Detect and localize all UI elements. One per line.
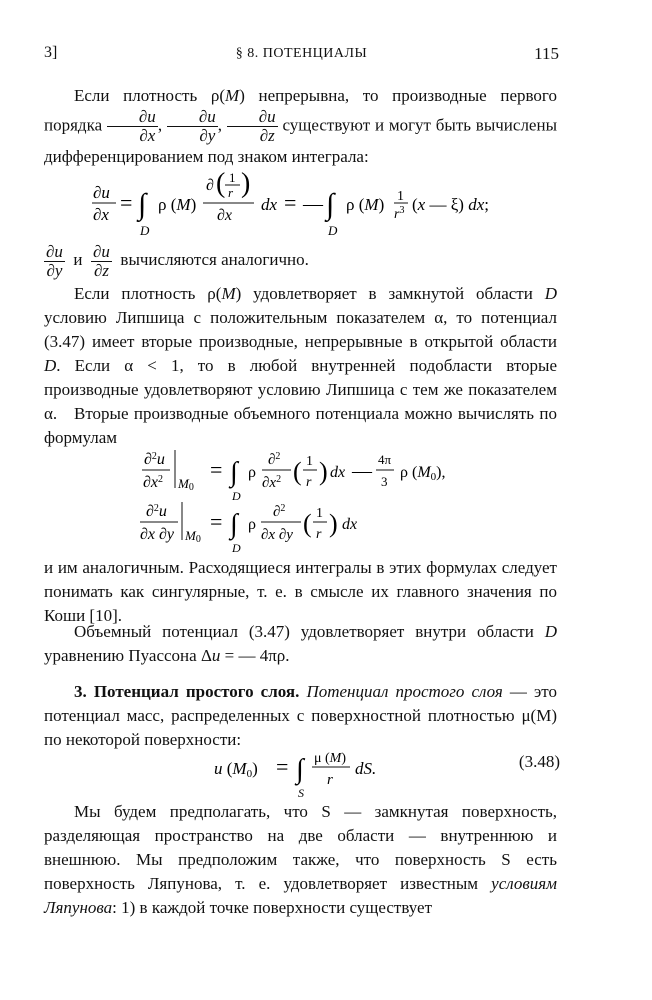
svg-text:1: 1 xyxy=(397,189,404,204)
svg-text:D: D xyxy=(232,541,241,554)
section-number: 3] xyxy=(44,44,58,61)
svg-text:∂x2: $\partial x^2$ xyxy=(143,474,164,491)
svg-text:ρ (M): ρ (M) xyxy=(346,195,385,214)
paragraph-4: Вторые производные объемного потенциала можно вычислять по формулам xyxy=(44,404,557,447)
para7-text-a: Мы будем предполагать, что S — замкнутая поверхность, разделяющая пространство на две области — внутреннюю и внешнюю. Мы предположим также, что поверхность S есть поверхность Ляпунова, т. е. удовлетворяет известным xyxy=(44,802,557,893)
svg-text:dS.: dS. xyxy=(355,759,377,778)
svg-text:∫: ∫ xyxy=(230,457,238,488)
svg-text:M0: M0 xyxy=(185,528,201,545)
svg-text:ρ: ρ xyxy=(248,516,256,533)
paragraph-3: Если плотность ρ(M) удовлетворяет в замкнутой области D условию Липшица с положительным показателем α, то потенциал (3.47) имеет вторые производные, непрерывные в открытой области D. Если α < 1, то в любой внутренней подобласти вторые производные удовлетворяют условию Липшица с тем же показателем α. xyxy=(44,284,557,423)
svg-text:∂x ∂y: ∂x ∂y xyxy=(140,526,175,543)
section-3-intro xyxy=(44,680,557,752)
svg-text:r: r xyxy=(327,772,333,788)
paragraph-2: $\frac{\partial u}{\partial y}$ и $\frac{\partial u}{\partial z}$ вычисляются аналогично. xyxy=(46,241,309,280)
paragraph-6: Объемный потенциал (3.47) удовлетворяет внутри области D уравнению Пуассона Δu = — 4πρ. xyxy=(44,622,557,665)
svg-text:r: r xyxy=(228,185,234,200)
svg-text:r: r xyxy=(306,475,312,490)
svg-text:∂u: ∂u xyxy=(93,183,110,202)
svg-text:∫: ∫ xyxy=(230,509,238,540)
para7-text-b: : 1) в каждой точке поверхности существует xyxy=(112,898,433,917)
section-3-text: — это потенциал масс, распределенных с поверхностной плотностью μ(M) по некоторой поверхности: xyxy=(44,682,557,749)
equation-3 xyxy=(138,496,398,552)
svg-text:∂2u: ∂$^2$u xyxy=(146,503,167,520)
section-3-term: Потенциал простого слоя xyxy=(306,682,503,701)
paragraph-7 xyxy=(44,800,557,920)
svg-text:1: 1 xyxy=(306,454,313,469)
svg-text:=: = xyxy=(284,190,297,215)
svg-text:M0: M0 xyxy=(178,476,194,493)
equation-1 xyxy=(90,172,560,236)
svg-text:4π: 4π xyxy=(378,452,392,467)
svg-text:D: D xyxy=(140,223,150,238)
para2-text: вычисляются аналогично. xyxy=(120,250,309,269)
svg-text:∂2: ∂$^2$ xyxy=(273,503,286,520)
svg-text:=: = xyxy=(210,509,223,534)
section-title: § 8. ПОТЕНЦИАЛЫ xyxy=(235,46,368,61)
svg-text:=: = xyxy=(276,754,289,779)
svg-text:1: 1 xyxy=(229,172,236,185)
svg-text:(: ( xyxy=(293,457,302,486)
svg-text:∂: ∂ xyxy=(206,177,214,194)
svg-text:—: — xyxy=(352,460,372,482)
svg-text:μ (M): μ (M) xyxy=(314,751,347,766)
svg-text:∂2u: ∂$^2$u xyxy=(144,451,165,468)
svg-text:∫: ∫ xyxy=(326,188,335,221)
equation-number: (3.48) xyxy=(518,752,560,771)
svg-text:ρ (M): ρ (M) xyxy=(158,195,197,214)
svg-text:=: = xyxy=(210,457,223,482)
paragraph-5: и им аналогичным. Расходящиеся интегралы в этих формулах следует понимать как сингулярные, т. е. в смысле их главного значения по Коши [10]. xyxy=(44,558,557,625)
svg-text:∂x2: $\partial x^2$ xyxy=(262,474,282,491)
svg-text:dx: dx xyxy=(330,464,346,481)
equation-2 xyxy=(138,444,498,502)
svg-text:dx: dx xyxy=(342,516,358,533)
svg-text:r3: $r^3$ xyxy=(394,205,405,222)
svg-text:): ) xyxy=(241,172,251,199)
svg-text:(x — ξ) dx;: (x — ξ) dx; xyxy=(412,195,489,214)
svg-text:u (M0): u (M0) xyxy=(214,759,258,780)
svg-text:∂x: ∂x xyxy=(93,205,109,224)
page-number: 115 xyxy=(534,44,559,63)
svg-text:∂2: ∂$^2$ xyxy=(268,451,281,468)
svg-text:ρ (M0),: ρ (M0), xyxy=(400,464,446,483)
svg-text:D: D xyxy=(232,489,241,502)
svg-text:ρ: ρ xyxy=(248,464,256,481)
svg-text:dx: dx xyxy=(261,195,278,214)
svg-text:∂x ∂y: ∂x ∂y xyxy=(261,527,293,543)
svg-text:1: 1 xyxy=(316,506,323,521)
svg-text:∂x: ∂x xyxy=(217,207,233,224)
svg-text:): ) xyxy=(319,457,328,486)
paragraph-1: Если плотность ρ(M) непрерывна, то производные первого порядка $\frac{\partial u}{\partial x}$ , $\frac{\partial u}{\partial y}$ , $\frac{\partial u}{\partial z}$ существуют и могут быть вычислены дифференцированием под знаком интеграла: xyxy=(44,86,557,166)
section-3-heading: 3. Потенциал простого слоя. xyxy=(74,682,300,701)
svg-text:—: — xyxy=(303,193,323,215)
para7-italic: условиям Ляпунова xyxy=(44,874,558,917)
equation-4 xyxy=(210,744,560,800)
svg-text:=: = xyxy=(120,190,133,215)
svg-text:): ) xyxy=(329,509,338,538)
svg-text:D: D xyxy=(328,223,338,238)
svg-text:r: r xyxy=(316,527,322,542)
svg-text:∫: ∫ xyxy=(138,188,147,221)
svg-text:3: 3 xyxy=(381,474,388,489)
running-header xyxy=(44,44,559,68)
svg-text:(: ( xyxy=(216,172,226,199)
svg-text:(: ( xyxy=(303,509,312,538)
svg-text:S: S xyxy=(298,786,304,800)
svg-text:∫: ∫ xyxy=(296,754,304,785)
